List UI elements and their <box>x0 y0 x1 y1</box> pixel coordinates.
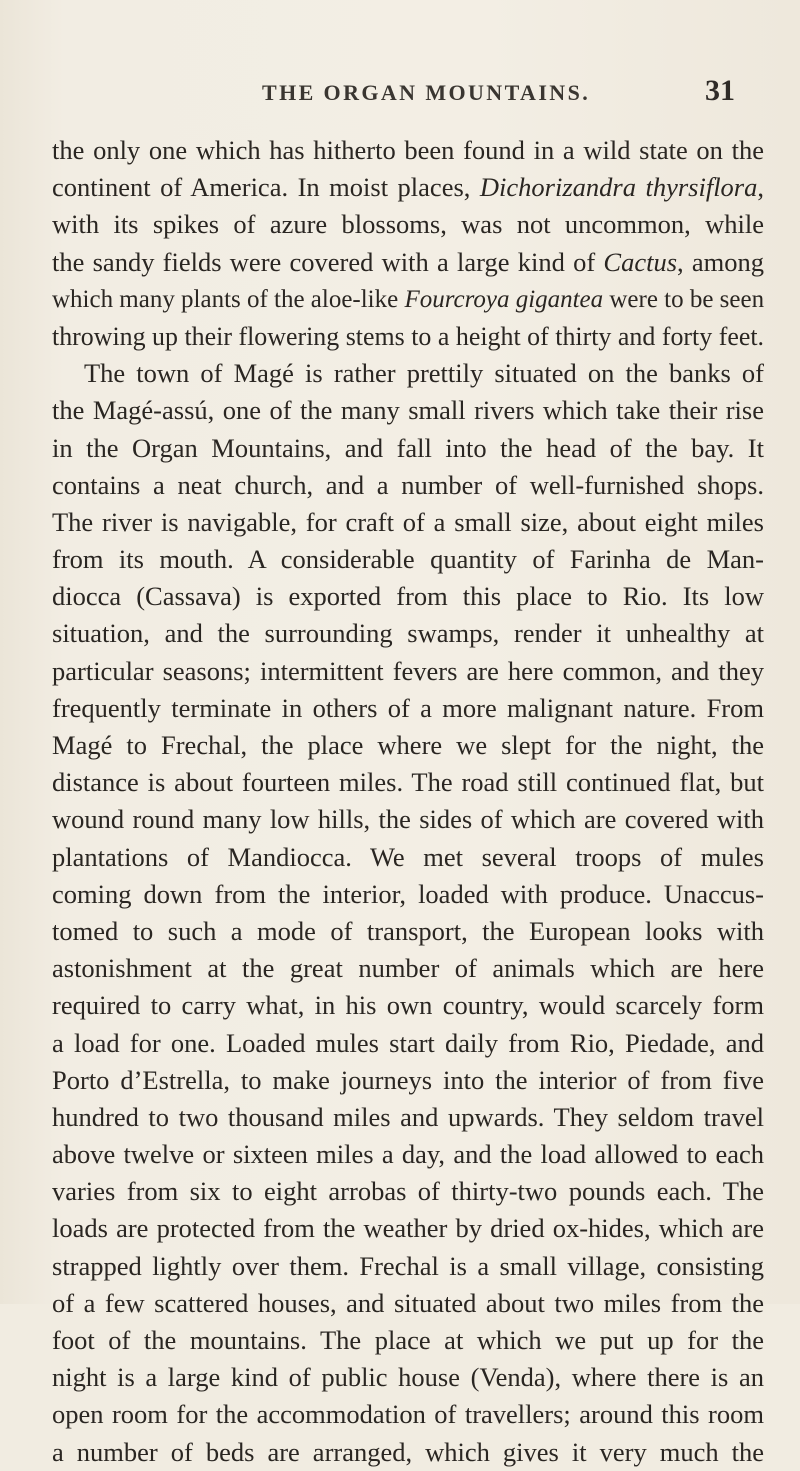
text-line-4: the sandy fields were covered with a large kind of Cactus, among <box>52 246 765 277</box>
text-line-6: throwing up their flowering stems to a height of thirty and forty feet. <box>52 321 764 351</box>
text-line-21: coming down from the interior, loaded with produce. Unaccus- <box>52 878 764 909</box>
text-line-36: a number of beds are arranged, which gives it very much the <box>52 1436 764 1467</box>
text-line-15: particular seasons; intermittent fevers are here common, and they <box>52 655 764 686</box>
text-line-17: Magé to Frechal, the place where we slept for the night, the <box>52 730 764 760</box>
text-line-24: required to carry what, in his own country, would scarcely form <box>52 990 764 1021</box>
text-line-29: varies from six to eight arrobas of thirty-two pounds each. The <box>52 1176 764 1207</box>
text-line-12: from its mouth. A considerable quantity of Farinha de Man- <box>52 544 764 575</box>
text-line-34: night is a large kind of public house (Venda), where there is an <box>52 1362 764 1393</box>
text-line-32: of a few scattered houses, and situated about two miles from the <box>52 1287 764 1318</box>
text-line-26: Porto d’Estrella, to make journeys into the interior of from five <box>52 1064 764 1095</box>
text-line-9: in the Organ Mountains, and fall into the head of the bay. It <box>52 432 764 463</box>
running-head: THE ORGAN MOUNTAINS. <box>262 80 591 105</box>
text-line-18: distance is about fourteen miles. The road still continued flat, but <box>52 767 764 798</box>
text-line-8: the Magé-assú, one of the many small rivers which take their rise <box>52 395 764 426</box>
text-line-2: continent of America. In moist places, Dichorizandra thyrsiflora, <box>52 172 764 203</box>
text-line-19: wound round many low hills, the sides of which are covered with <box>52 804 764 835</box>
text-line-11: The river is navigable, for craft of a small size, about eight miles <box>52 506 764 537</box>
text-line-20: plantations of Mandiocca. We met several troops of mules <box>52 841 764 872</box>
text-line-14: situation, and the surrounding swamps, render it unhealthy at <box>52 618 764 649</box>
text-line-30: loads are protected from the weather by dried ox-hides, which are <box>52 1213 764 1244</box>
text-line-1: the only one which has hitherto been found in a wild state on the <box>52 135 764 165</box>
text-line-13: diocca (Cassava) is exported from this place to Rio. Its low <box>52 581 764 612</box>
text-line-31: strapped lightly over them. Frechal is a small village, consisting <box>52 1250 764 1281</box>
text-line-23: astonishment at the great number of animals which are here <box>52 953 764 984</box>
body-text <box>52 132 764 1471</box>
text-line-10: contains a neat church, and a number of well-furnished shops. <box>52 469 764 500</box>
text-line-33: foot of the mountains. The place at which we put up for the <box>52 1325 764 1355</box>
text-line-27: hundred to two thousand miles and upwards. They seldom travel <box>52 1101 764 1132</box>
text-line-16: frequently terminate in others of a more malignant nature. From <box>52 692 764 723</box>
page-number: 31 <box>705 74 735 107</box>
text-line-25: a load for one. Loaded mules start daily from Rio, Piedade, and <box>52 1027 764 1058</box>
text-line-22: tomed to such a mode of transport, the European looks with <box>52 915 764 946</box>
text-line-28: above twelve or sixteen miles a day, and the load allowed to each <box>52 1139 764 1170</box>
text-line-5: which many plants of the aloe-like Fourcroya gigantea were to be seen <box>52 285 765 313</box>
text-line-3: with its spikes of azure blossoms, was not uncommon, while <box>52 209 764 240</box>
page-header <box>0 76 800 110</box>
text-line-35: open room for the accommodation of travellers; around this room <box>52 1399 764 1430</box>
text-line-7: The town of Magé is rather prettily situated on the banks of <box>84 358 764 389</box>
